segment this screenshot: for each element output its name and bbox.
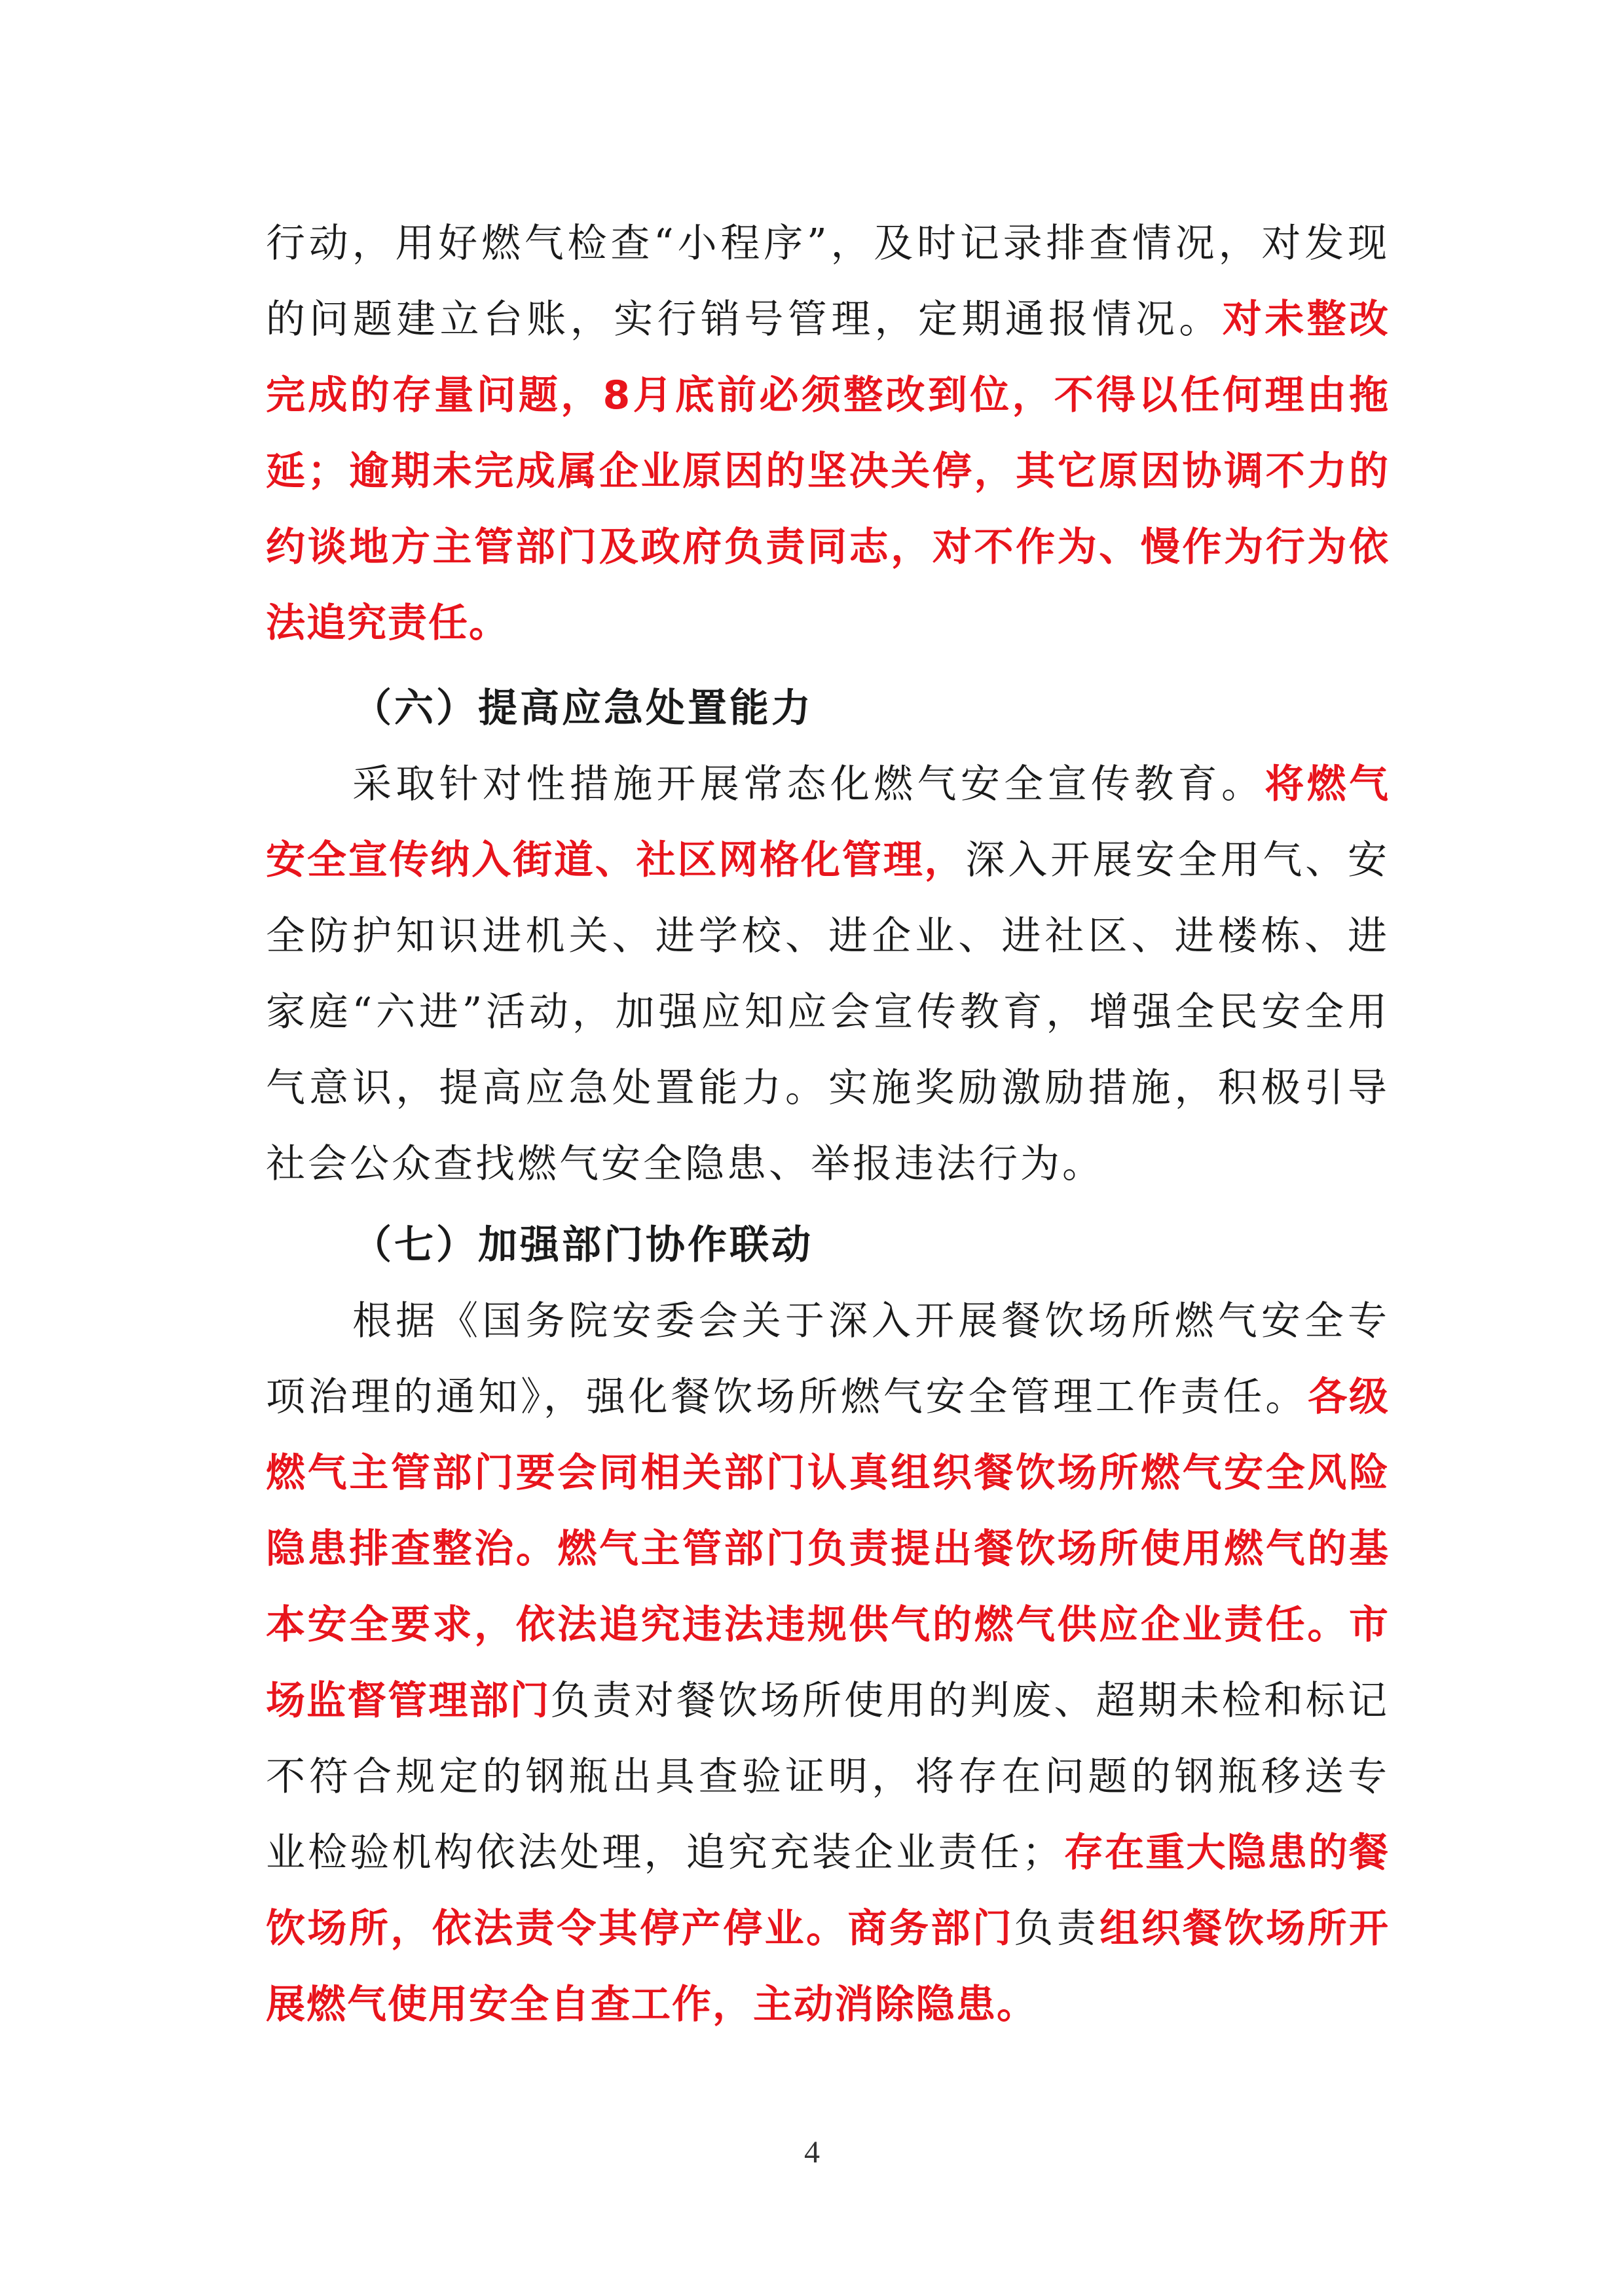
emphasis-text: 各级燃气主管部门要会同相关部门认真组织餐饮场所燃气安全风险隐患排查整治。燃气主管部门负责提出餐饮场所使用燃气的基本安全要求，依法追究违法违规供气的燃气供应企业责任。市场监督管理部门: [266, 1374, 1390, 1724]
paragraph-text: 采取针对性措施开展常态化燃气安全宣传教育。: [352, 761, 1265, 807]
paragraph-text: 根据《国务院安委会关于深入开展餐饮场所燃气安全专项治理的通知》，强化餐饮场所燃气安全管理工作责任。: [266, 1298, 1390, 1420]
paragraph-text: 负责: [1014, 1906, 1100, 1952]
emphasis-text: 将燃气安全宣传纳入街道、社区网格化管理，: [266, 761, 1390, 883]
paragraph-text: 深入开展安全用气、安全防护知识进机关、进学校、进企业、进社区、进楼栋、进家庭“六进”活动，加强应知应会宣传教育，增强全民安全用气意识，提高应急处置能力。实施奖励激励措施，积极引导社会公众查找燃气安全隐患、举报违法行为。: [266, 837, 1390, 1187]
paragraph-safety-education: [266, 746, 1390, 1202]
emphasis-text: 存在重大隐患的餐饮场所，依法责令其停产停业。商务部门: [266, 1830, 1390, 1952]
paragraph-text: 负责对餐饮场所使用的判废、超期未检和标记不符合规定的钢瓶出具查验证明，将存在问题的钢瓶移送专业检验机构依法处理，追究充装企业责任；: [266, 1678, 1390, 1876]
section-heading-7: （七）加强部门协作联动: [352, 1222, 813, 1268]
paragraph-department-cooperation: [266, 1283, 1390, 2043]
page-number: 4: [804, 2135, 820, 2170]
paragraph-gas-inspection: [266, 206, 1390, 661]
paragraph-text: 行动，用好燃气检查“小程序”，及时记录排查情况，对发现的问题建立台账，实行销号管理，定期通报情况。: [266, 221, 1390, 342]
section-heading-6: （六）提高应急处置能力: [352, 685, 813, 731]
emphasis-text: 对未整改完成的存量问题，8月底前必须整改到位，不得以任何理由拖延；逾期未完成属企业原因的坚决关停，其它原因协调不力的约谈地方主管部门及政府负责同志，对不作为、慢作为行为依法追究责任。: [266, 297, 1390, 646]
emphasis-text: 组织餐饮场所开展燃气使用安全自查工作，主动消除隐患。: [266, 1906, 1390, 2028]
